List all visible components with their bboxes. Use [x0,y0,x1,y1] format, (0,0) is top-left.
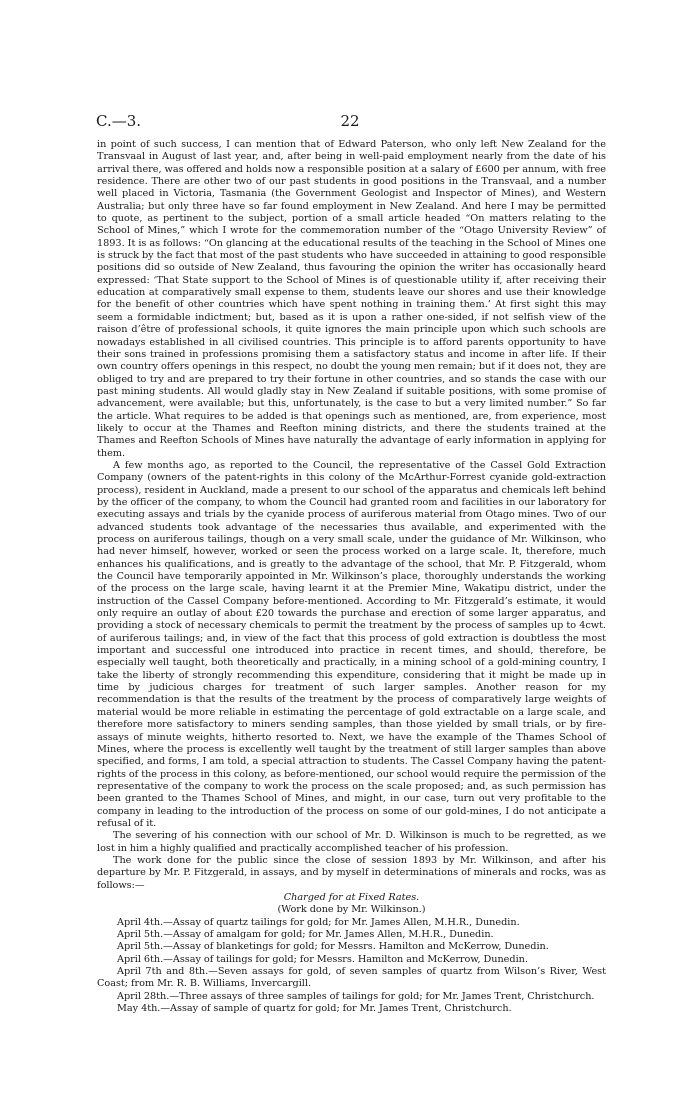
list-item: April 5th.—Assay of amalgam for gold; for Mr. James Allen, M.H.R., Dunedin. [117,929,494,940]
page-number: 22 [340,112,360,130]
page-header [0,112,700,132]
section-title: Charged for at Fixed Rates. [283,891,420,903]
list-item: April 5th.—Assay of blanketings for gold; for Messrs. Hamilton and McKerrow, Dunedin. [117,941,549,953]
list-item: April 6th.—Assay of tailings for gold; for Messrs. Hamilton and McKerrow, Dunedin. [117,953,528,965]
list-item: April 28th.—Three assays of three samples of tailings for gold; for Mr. James Trent, Christchurch. [117,990,595,1002]
list-item: April 4th.—Assay of quartz tailings for gold; for Mr. James Allen, M.H.R., Dunedin. [117,916,520,928]
list-item: April 7th and 8th.—Seven assays for gold, of seven samples of quartz from Wilson’s River, West Coast; from Mr. R. B. Williams, Invercargill. [97,966,606,990]
report-reference: C.—3. [96,112,142,130]
paragraph: The work done for the public since the close of session 1893 by Mr. Wilkinson, and after his departure by Mr. P. Fitzgerald, in assays, and by myself in determinations of minerals and rocks, was as follows:— [97,854,606,891]
paragraph: A few months ago, as reported to the Council, the representative of the Cassel Gold Extraction Company (owners of the patent-rights in this colony of the McArthur-Forrest cyanide gold-extraction process), resident in Auckland, made a present to our school of the apparatus and chemicals left behind by the officer of the company, to whom the Council had granted room and facilities in our laboratory for executing assays and trials by the cyanide process of auriferous material from Otago mines. Two of our advanced students took advantage of the necessaries thus available, and experimented with the process on auriferous tailings, though on a very small scale, under the guidance of Mr. Wilkinson, who had never himself, however, worked or seen the process worked on a large scale. It, therefore, much enhances his qualifications, and is greatly to the advantage of the school, that Mr. P. Fitzgerald, whom the Council have temporarily appointed in Mr. Wilkinson’s place, thoroughly understands the working of the process on the large scale, having learnt it at the Premier Mine, Wakatipu district, under the instruction of the Cassel Company before-mentioned. According to Mr. Fitzgerald’s estimate, it would only require an outlay of about £20 towards the purchase and erection of some larger apparatus, and providing a stock of necessary chemicals to permit the treatment by the process of samples up to 4cwt. of auriferous tailings; and, in view of the fact that this process of gold extraction is doubtless the most important and successful one introduced into practice in recent times, and should, therefore, be especially well taught, both theoretically and practically, in a mining school of a gold-mining country, I take the liberty of strongly recommending this expenditure, considering that it might be made up in time by judicious charges for treatment of such larger samples. Another reason for my recommendation is that the results of the treatment by the process of comparatively large weights of material would be more reliable in estimating the percentage of gold extractable on a large scale, and therefore more satisfactory to miners sending samples, than those yielded by small trials, or by fire-assays of minute weights, hitherto resorted to. Next, we have the example of the Thames School of Mines, where the process is excellently well taught by the treatment of still larger samples than above specified, and forms, I am told, a special attraction to students. The Cassel Company having the patent-rights of the process in this colony, as before-mentioned, our school would require the permission of the representative of the company to work the process on the scale proposed; and, as such permission has been granted to the Thames School of Mines, and might, in our case, turn out very profitable to the company in leading to the introduction of the process on some of our gold-mines, I do not anticipate a refusal of it. [97,459,606,829]
section-subtitle: (Work done by Mr. Wilkinson.) [277,904,426,916]
body-text [97,139,606,1015]
paragraph: The severing of his connection with our school of Mr. D. Wilkinson is much to be regretted, as we lost in him a highly qualified and practically accomplished teacher of his profession. [97,830,606,854]
paragraph: in point of such success, I can mention that of Edward Paterson, who only left New Zealand for the Transvaal in August of last year, and, after being in well-paid employment nearly from the date of his arrival there, was offered and holds now a responsible position at a salary of £600 per annum, with free residence. There are other two of our past students in good positions in the Transvaal, and a number well placed in Victoria, Tasmania (the Government Geologist and Inspector of Mines), and Western Australia; but only three have so far found employment in New Zealand. And here I may be permitted to quote, as pertinent to the subject, portion of a small article headed “On matters relating to the School of Mines,” which I wrote for the commemoration number of the “Otago University Review” of 1893. It is as follows: “On glancing at the educational results of the teaching in the School of Mines one is struck by the fact that most of the past students who have succeeded in attaining to good responsible positions did so outside of New Zealand, thus favouring the opinion the writer has occasionally heard expressed: ‘That State support to the School of Mines is of questionable utility if, after receiving their education at comparatively small expense to them, students leave our shores and use their knowledge for the benefit of other countries which have spent nothing in training them.’ At first sight this may seem a formidable indictment; but, based as it is upon a rather one-sided, if not selfish view of the raison d’être of professional schools, it quite ignores the main principle upon which such schools are nowadays established in all civilised countries. This principle is to afford parents opportunity to have their sons trained in professions promising them a satisfactory status and income in after life. If their own country offers openings in this respect, no doubt the young men remain; but if it does not, they are obliged to try and are prepared to try their fortune in other countries, and so stands the case with our past mining students. All would gladly stay in New Zealand if suitable positions, with some promise of advancement, were available; but this, unfortunately, is the case to but a very limited number.” So far the article. What requires to be added is that openings such as mentioned, are, from experience, most likely to occur at the Thames and Reefton mining districts, and there the students trained at the Thames and Reefton Schools of Mines have naturally the advantage of early information in applying for them. [97,139,606,459]
list-item: May 4th.—Assay of sample of quartz for gold; for Mr. James Trent, Christchurch. [117,1003,512,1015]
